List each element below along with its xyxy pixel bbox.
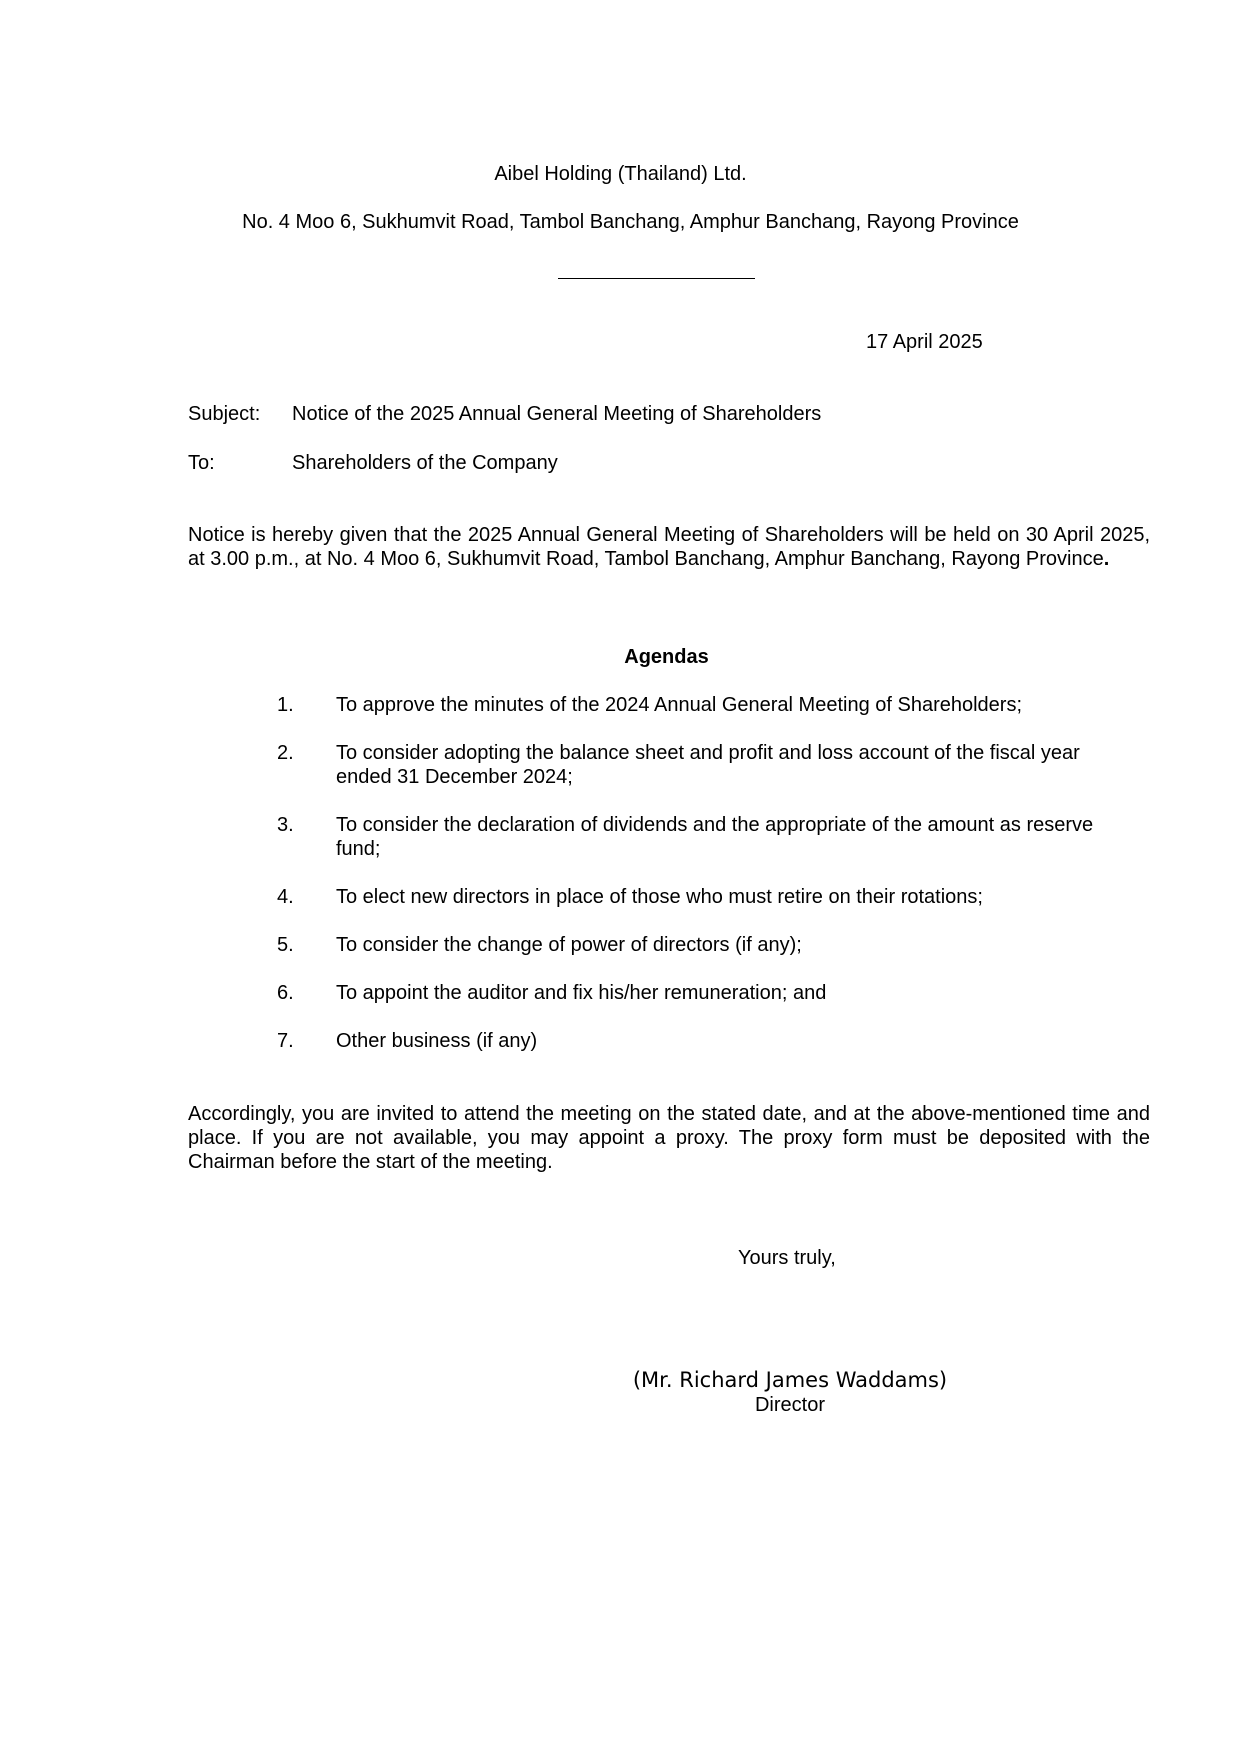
closing-paragraph: Accordingly, you are invited to attend the meeting on the stated date, and at the above-mentioned time and place. If you are not available, you may appoint a proxy. The proxy form must be deposited with the Chairman before the start of the meeting. [188,1103,1150,1173]
letterhead-divider [558,278,755,279]
agenda-item-text: Other business (if any) [336,1030,538,1052]
company-address: No. 4 Moo 6, Sukhumvit Road, Tambol Banchang, Amphur Banchang, Rayong Province [242,211,1019,233]
recipient-line [188,451,558,475]
agenda-item-number: 6. [277,982,294,1004]
letter-date: 17 April 2025 [866,331,983,353]
closing-salutation: Yours truly, [738,1247,836,1269]
agenda-item-number: 2. [277,742,294,764]
subject-value: Notice of the 2025 Annual General Meeting of Shareholders [292,403,822,425]
agenda-item-number: 7. [277,1030,294,1052]
agenda-item [277,1029,1137,1053]
agenda-item [277,693,1137,717]
agenda-item-text: To consider adopting the balance sheet and profit and loss account of the fiscal year ended 31 December 2024; [336,742,1080,788]
recipient-label: To: [188,452,215,474]
agenda-item [277,981,1137,1005]
agenda-item-text: To approve the minutes of the 2024 Annual General Meeting of Shareholders; [336,694,1023,716]
signatory-title: Director [754,1394,825,1416]
company-name: Aibel Holding (Thailand) Ltd. [494,163,747,185]
subject-label: Subject: [188,403,261,425]
subject-line [188,402,821,426]
agenda-item-text: To consider the declaration of dividends and the appropriate of the amount as reserve fund; [336,814,1094,860]
notice-paragraph [188,523,1150,571]
agenda-heading: Agendas [624,646,709,668]
agenda-item-number: 4. [277,886,294,908]
agenda-item-number: 3. [277,814,294,836]
agenda-item [277,741,1137,789]
agenda-item [277,885,1137,909]
recipient-value: Shareholders of the Company [292,452,558,474]
agenda-item-number: 5. [277,934,294,956]
agenda-item-text: To consider the change of power of directors (if any); [336,934,802,956]
agenda-list [277,693,1137,1077]
agenda-item-text: To appoint the auditor and fix his/her remuneration; and [336,982,827,1004]
agenda-item-text: To elect new directors in place of those who must retire on their rotations; [336,886,983,908]
signatory-name: (Mr. Richard James Waddams) [632,1368,948,1392]
agenda-item [277,933,1137,957]
agenda-item [277,813,1137,861]
notice-paragraph-end: . [1103,548,1110,570]
agenda-item-number: 1. [277,694,294,716]
notice-paragraph-text: Notice is hereby given that the 2025 Annual General Meeting of Shareholders will be held on 30 April 2025, at 3.00 p.m., at No. 4 Moo 6, Sukhumvit Road, Tambol Banchang, Amphur Banchang, Rayong Province [188,524,1150,570]
